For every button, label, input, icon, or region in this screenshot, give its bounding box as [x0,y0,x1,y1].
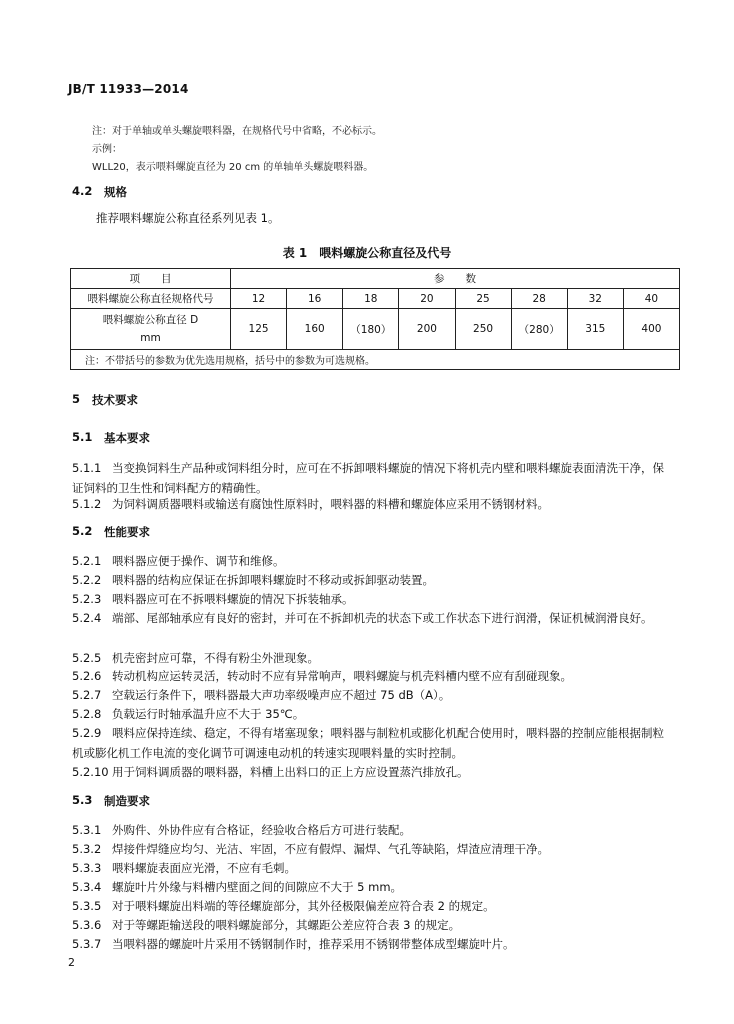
table-cell: 32 [567,289,623,309]
clause-number: 5.2.6 [72,669,102,683]
section-5-3-title: 制造要求 [104,794,150,808]
table-cell: 16 [287,289,343,309]
clause-text: 外购件、外协件应有合格证，经验收合格后方可进行装配。 [112,823,411,837]
section-4-2-title: 规格 [104,185,127,199]
clause-text: 喂料器应可在不拆喂料螺旋的情况下拆装轴承。 [112,592,354,606]
clause-number: 5.2.4 [72,611,102,625]
clause-5-2-4 [72,608,672,628]
clause-number: 5.1.1 [72,461,102,475]
clause-5-2-9 [72,723,672,763]
clause-5-2-8 [72,704,672,724]
clause-number: 5.3.3 [72,861,102,875]
clause-text: 对于等螺距输送段的喂料螺旋部分，其螺距公差应符合表 3 的规定。 [112,918,461,932]
clause-5-2-1 [72,551,672,571]
clause-5-2-3 [72,589,672,609]
clause-text: 机壳密封应可靠，不得有粉尘外泄现象。 [112,651,319,665]
clause-text: 喂料螺旋表面应光滑，不应有毛刺。 [112,861,296,875]
section-5-title: 技术要求 [92,393,138,407]
clause-number: 5.3.7 [72,937,102,951]
diameter-table [70,268,680,370]
clause-text: 当变换饲料生产品种或饲料组分时，应可在不拆卸喂料螺旋的情况下将机壳内壁和喂料螺旋表面清洗干净，保证饲料的卫生性和饲料配方的精确性。 [72,461,664,495]
clause-text: 当喂料器的螺旋叶片采用不锈钢制作时，推荐采用不锈钢带整体成型螺旋叶片。 [112,937,515,951]
clause-5-1-2 [72,494,672,514]
table-cell: 125 [231,309,287,350]
clause-5-2-5 [72,648,672,668]
clause-text: 喂料应保持连续、稳定，不得有堵塞现象；喂料器与制粒机或膨化机配合使用时，喂料器的控制应能根据制粒机或膨化机工作电流的变化调节可调速电动机的转速实现喂料量的实时控制。 [72,726,664,760]
clause-number: 5.2.7 [72,688,102,702]
table-row [71,309,680,350]
clause-number: 5.3.6 [72,918,102,932]
example-text: WLL20，表示喂料螺旋直径为 20 cm 的单轴单头螺旋喂料器。 [92,162,374,173]
clause-number: 5.1.2 [72,497,102,511]
clause-number: 5.3.5 [72,899,102,913]
clause-5-3-3 [72,858,672,878]
table-cell: 12 [231,289,287,309]
clause-text: 对于喂料螺旋出料端的等径螺旋部分，其外径极限偏差应符合表 2 的规定。 [112,899,495,913]
table-row-unit: mm [140,332,161,344]
table-note: 注：不带括号的参数为优先选用规格，括号中的参数为可选规格。 [71,350,680,370]
clause-5-2-2 [72,570,672,590]
table-cell: 315 [567,309,623,350]
table-cell: 28 [511,289,567,309]
clause-text: 为饲料调质器喂料或输送有腐蚀性原料时，喂料器的料槽和螺旋体应采用不锈钢材料。 [112,497,549,511]
section-4-2-text: 推荐喂料螺旋公称直径系列见表 1。 [96,211,280,225]
clause-5-3-5 [72,896,672,916]
section-5-number: 5 [72,392,81,406]
clause-text: 喂料器的结构应保证在拆卸喂料螺旋时不移动或拆卸驱动装置。 [112,573,434,587]
clause-5-1-1 [72,458,672,498]
table-caption: 表 1 喂料螺旋公称直径及代号 [282,246,452,260]
clause-text: 负载运行时轴承温升应不大于 35℃。 [112,707,305,721]
document-id: JB/T 11933—2014 [68,82,189,96]
table-cell: （280） [511,309,567,350]
table-header-params: 参 数 [231,269,680,289]
clause-number: 5.2.5 [72,651,102,665]
clause-5-2-7 [72,685,672,705]
clause-text: 螺旋叶片外缘与料槽内壁面之间的间隙应不大于 5 mm。 [112,880,403,894]
table-note-row [71,350,680,370]
clause-number: 5.3.4 [72,880,102,894]
clause-number: 5.2.3 [72,592,102,606]
table-cell: （180） [343,309,399,350]
table-cell: 250 [455,309,511,350]
example-label: 示例： [92,144,122,155]
clause-text: 焊接件焊缝应均匀、光洁、牢固，不应有假焊、漏焊、气孔等缺陷，焊渣应清理干净。 [112,842,549,856]
table-cell: 160 [287,309,343,350]
table-row-label: 喂料螺旋公称直径规格代号 [71,289,231,309]
table-cell: 18 [343,289,399,309]
table-cell: 200 [399,309,455,350]
clause-number: 5.2.9 [72,726,102,740]
clause-number: 5.3.1 [72,823,102,837]
clause-5-3-7 [72,934,672,954]
note-line: 注：对于单轴或单头螺旋喂料器，在规格代号中省略，不必标示。 [92,126,382,137]
table-cell: 40 [623,289,679,309]
clause-5-3-2 [72,839,672,859]
clause-5-3-1 [72,820,672,840]
clause-text: 转动机构应运转灵活，转动时不应有异常响声，喂料螺旋与机壳料槽内壁不应有刮碰现象。 [112,669,572,683]
section-5-2-number: 5.2 [72,524,93,538]
table-cell: 400 [623,309,679,350]
clause-number: 5.2.8 [72,707,102,721]
section-5-2-title: 性能要求 [104,525,150,539]
section-4-2-number: 4.2 [72,184,93,198]
table-row-label [71,309,231,350]
clause-5-3-6 [72,915,672,935]
table-cell: 25 [455,289,511,309]
clause-number: 5.2.1 [72,554,102,568]
clause-text: 用于饲料调质器的喂料器，料槽上出料口的正上方应设置蒸汽排放孔。 [112,765,469,779]
table-header-row [71,269,680,289]
clause-5-2-10 [72,762,672,782]
section-5-3-number: 5.3 [72,793,93,807]
page-number: 2 [68,956,75,969]
clause-5-3-4 [72,877,672,897]
clause-5-2-6 [72,666,672,686]
section-5-1-title: 基本要求 [104,431,150,445]
clause-number: 5.3.2 [72,842,102,856]
clause-number: 5.2.2 [72,573,102,587]
table-cell: 20 [399,289,455,309]
section-5-1-number: 5.1 [72,430,93,444]
clause-text: 端部、尾部轴承应有良好的密封，并可在不拆卸机壳的状态下或工作状态下进行润滑，保证机械润滑良好。 [112,611,653,625]
table-header-item: 项 目 [71,269,231,289]
table-row [71,289,680,309]
clause-number: 5.2.10 [72,765,109,779]
clause-text: 空载运行条件下，喂料器最大声功率级噪声应不超过 75 dB（A）。 [112,688,451,702]
clause-text: 喂料器应便于操作、调节和维修。 [112,554,285,568]
table-row-label-line: 喂料螺旋公称直径 D [102,314,199,326]
